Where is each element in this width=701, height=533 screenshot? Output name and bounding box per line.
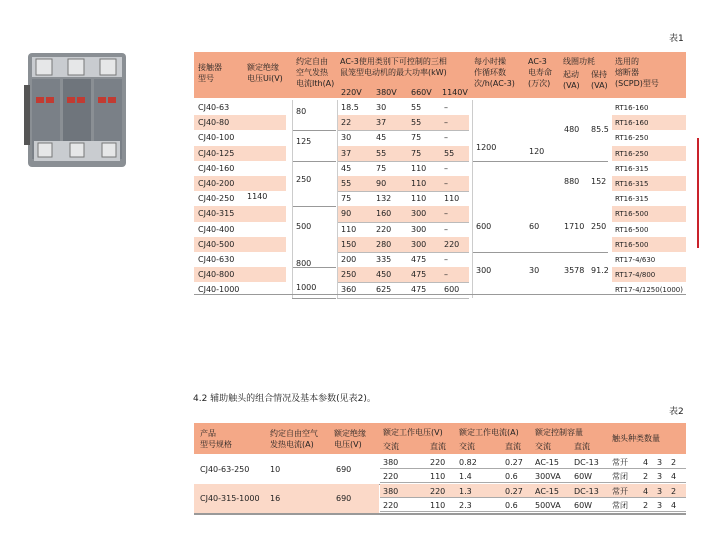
table2-tag: 表2 bbox=[669, 407, 684, 417]
t1-cell-fuse: RT17-4/1250(1000) bbox=[615, 286, 683, 295]
t1-cell-p380: 160 bbox=[376, 209, 392, 219]
t2-header-current: 约定自由空气 发热电流(A) bbox=[270, 429, 318, 449]
t2-sub-v-ac: 交流 bbox=[383, 442, 399, 451]
t1-cell-p1140: – bbox=[444, 103, 448, 112]
t1-cell-p660: 55 bbox=[411, 118, 422, 128]
t2-cell-c-dc: 60W bbox=[574, 501, 593, 510]
t2-cell-count: 2 bbox=[671, 458, 677, 467]
t1-cell-model: CJ40-315 bbox=[198, 209, 235, 219]
t1-life-120: 120 bbox=[529, 147, 545, 156]
t2-cell-a-dc: 0.27 bbox=[505, 487, 523, 496]
t2-cell-kind: 常开 bbox=[612, 487, 628, 496]
t2-cell-c-ac: AC-15 bbox=[535, 458, 559, 467]
t2-cell-kind: 常闭 bbox=[612, 472, 628, 481]
t1-header-power-660: 660V bbox=[411, 88, 432, 97]
t2-cell-count: 4 bbox=[671, 501, 677, 510]
t2-cell-c-dc: DC-13 bbox=[574, 487, 599, 496]
t1-ops-300: 300 bbox=[476, 266, 492, 275]
t1-header-power-1140: 1140V bbox=[442, 88, 468, 97]
t1-cell-p1140: – bbox=[444, 179, 448, 188]
t2-cell-count: 4 bbox=[671, 472, 677, 481]
t2-cell-c-ac: AC-15 bbox=[535, 487, 559, 496]
t1-cell-p220: 22 bbox=[341, 118, 352, 128]
t2-header-work-a: 额定工作电流(A) bbox=[459, 428, 519, 437]
t1-current-800: 800 bbox=[296, 259, 312, 268]
t1-cell-model: CJ40-250 bbox=[198, 194, 235, 204]
t1-hold-91: 91.2 bbox=[591, 266, 609, 275]
t2-cell-kind: 常闭 bbox=[612, 501, 628, 510]
t1-cell-p660: 110 bbox=[411, 179, 427, 188]
t1-header-power-220: 220V bbox=[341, 88, 362, 97]
t1-cell-p380: 30 bbox=[376, 103, 387, 112]
t2-cell-v-dc: 110 bbox=[430, 472, 446, 481]
t1-life-60: 60 bbox=[529, 222, 540, 231]
t2-sub-a-ac: 交流 bbox=[459, 442, 475, 451]
t2-cell-v-ac: 220 bbox=[383, 501, 399, 510]
t2-cell-a-dc: 0.6 bbox=[505, 501, 518, 510]
t2-cell-a-ac: 2.3 bbox=[459, 501, 472, 510]
t1-cell-p1140: 55 bbox=[444, 148, 455, 158]
t1-cell-p220: 360 bbox=[341, 285, 357, 295]
t1-cell-model: CJ40-1000 bbox=[198, 285, 240, 295]
t1-cell-p220: 37 bbox=[341, 148, 352, 158]
t1-cell-p380: 37 bbox=[376, 118, 387, 128]
t2-cell-count: 2 bbox=[643, 472, 649, 481]
t1-cell-p220: 110 bbox=[341, 224, 357, 234]
t1-header-voltage: 额定绝缘 电压Ui(V) bbox=[247, 63, 283, 83]
t2-cell-count: 4 bbox=[643, 487, 649, 496]
t1-header-coil: 线圈功耗 bbox=[563, 57, 595, 66]
t1-ops-rule bbox=[472, 161, 608, 162]
t1-cell-p660: 300 bbox=[411, 209, 427, 219]
t1-cell-fuse: RT17-4/800 bbox=[615, 271, 656, 280]
t1-cell-p1140: – bbox=[444, 118, 448, 128]
t1-row-rule bbox=[337, 191, 469, 192]
t2-cell-count: 2 bbox=[643, 501, 649, 510]
t1-group-rule bbox=[292, 161, 336, 162]
t1-cell-p380: 45 bbox=[376, 133, 387, 143]
t1-cell-p1140: – bbox=[444, 255, 448, 264]
t1-cell-fuse: RT16-160 bbox=[615, 104, 649, 112]
t2-cell-count: 2 bbox=[671, 487, 677, 496]
t1-cell-p660: 75 bbox=[411, 133, 422, 143]
t1-cell-p380: 335 bbox=[376, 255, 392, 264]
t1-start-3578: 3578 bbox=[564, 266, 585, 275]
t1-cell-model: CJ40-400 bbox=[198, 224, 235, 234]
t1-group-rule bbox=[292, 130, 336, 131]
t1-cell-fuse: RT16-500 bbox=[615, 210, 649, 219]
t1-cell-p1140: 110 bbox=[444, 194, 460, 204]
t1-hold-85: 85.5 bbox=[591, 125, 609, 134]
t1-cell-model: CJ40-800 bbox=[198, 270, 235, 280]
t1-row-rule bbox=[337, 282, 469, 283]
t2-sub-c-ac: 交流 bbox=[535, 442, 551, 451]
table1-tag: 表1 bbox=[669, 34, 684, 44]
t1-bottom-rule bbox=[194, 294, 686, 295]
t1-cell-p1140: – bbox=[444, 209, 448, 219]
t1-cell-p380: 55 bbox=[376, 148, 387, 158]
t2-cell-a-ac: 1.4 bbox=[459, 472, 472, 481]
t1-cell-p220: 250 bbox=[341, 270, 357, 280]
t1-row-rule bbox=[337, 298, 469, 299]
t1-cell-p660: 110 bbox=[411, 194, 427, 204]
t1-cell-p220: 30 bbox=[341, 133, 352, 143]
t1-cell-p380: 90 bbox=[376, 179, 387, 188]
t1-hold-250: 250 bbox=[591, 222, 607, 231]
t1-row-shade bbox=[337, 176, 469, 191]
t1-cell-fuse: RT16-500 bbox=[615, 225, 649, 234]
t2-cell-v-dc: 110 bbox=[430, 501, 446, 510]
t1-header-life: AC-3 电寿命 (万次) bbox=[528, 57, 552, 88]
t2-sub-a-dc: 直流 bbox=[505, 442, 521, 451]
t1-cell-p220: 150 bbox=[341, 239, 357, 249]
t2-sub-v-dc: 直流 bbox=[430, 442, 446, 451]
t1-cell-model: CJ40-63 bbox=[198, 103, 230, 112]
t2-cell-count: 3 bbox=[657, 472, 663, 481]
t1-cell-p220: 55 bbox=[341, 179, 352, 188]
t2-sub-c-dc: 直流 bbox=[574, 442, 590, 451]
contactor-product-photo bbox=[22, 45, 132, 175]
t2-line-rule bbox=[380, 482, 686, 483]
t2-bottom-rule bbox=[194, 514, 686, 515]
t1-cell-p1140: 600 bbox=[444, 285, 460, 295]
t1-cell-p660: 75 bbox=[411, 148, 422, 158]
t1-cell-fuse: RT17-4/630 bbox=[615, 256, 656, 264]
t1-cell-p1140: 220 bbox=[444, 239, 460, 249]
t1-row-shade bbox=[337, 115, 469, 130]
t2-cell-product: CJ40-63-250 bbox=[200, 465, 250, 474]
t1-cell-fuse: RT16-315 bbox=[615, 180, 649, 188]
t2-header-contacts: 触头种类数量 bbox=[612, 434, 660, 443]
t1-cell-p660: 300 bbox=[411, 239, 427, 249]
t1-cell-fuse: RT16-500 bbox=[615, 240, 649, 249]
t1-ops-rule bbox=[472, 252, 608, 253]
t1-cell-fuse: RT16-160 bbox=[615, 119, 649, 128]
t1-group-rule bbox=[292, 298, 336, 299]
t1-cell-p660: 475 bbox=[411, 255, 427, 264]
t1-start-880: 880 bbox=[564, 177, 580, 186]
t2-cell-v-ac: 380 bbox=[383, 458, 399, 467]
t1-cell-p380: 450 bbox=[376, 270, 392, 280]
t1-cell-p380: 625 bbox=[376, 285, 392, 295]
t1-cell-fuse: RT16-315 bbox=[615, 195, 649, 204]
t1-voltage-value: 1140 bbox=[247, 192, 268, 201]
t1-cell-p380: 132 bbox=[376, 194, 392, 204]
t1-cell-p1140: – bbox=[444, 224, 448, 234]
t1-header-power: AC-3使用类别下可控制的三相 鼠笼型电动机的最大功率(kW) bbox=[340, 57, 447, 77]
t2-cell-a-dc: 0.27 bbox=[505, 458, 523, 467]
t2-cell-count: 3 bbox=[657, 458, 663, 467]
t2-cell-a-ac: 1.3 bbox=[459, 487, 472, 496]
t2-cell-v-dc: 220 bbox=[430, 487, 446, 496]
t1-cell-p1140: – bbox=[444, 133, 448, 143]
t2-cell-v-dc: 220 bbox=[430, 458, 446, 467]
t1-cell-p1140: – bbox=[444, 270, 448, 280]
t1-current-250: 250 bbox=[296, 175, 312, 184]
t1-row-rule bbox=[337, 222, 469, 223]
t1-start-480: 480 bbox=[564, 125, 580, 134]
t1-row-shade bbox=[337, 267, 469, 282]
t1-col-rule bbox=[337, 100, 338, 298]
t1-row-rule bbox=[337, 252, 469, 253]
t2-line-shade bbox=[380, 484, 686, 498]
t1-cell-p220: 200 bbox=[341, 255, 357, 264]
t1-cell-p660: 475 bbox=[411, 285, 427, 295]
t1-cell-model: CJ40-80 bbox=[198, 118, 230, 128]
t2-cell-current: 10 bbox=[270, 465, 281, 474]
t1-header-current: 约定自由 空气发热 电流Ith(A) bbox=[296, 57, 335, 88]
t2-cell-product: CJ40-315-1000 bbox=[200, 494, 260, 503]
t1-cell-p220: 75 bbox=[341, 194, 352, 204]
t1-current-1000: 1000 bbox=[296, 283, 317, 292]
t1-hold-152: 152 bbox=[591, 177, 607, 186]
t1-header-coil-hold: 保持 (VA) bbox=[591, 70, 608, 90]
t1-row-shade bbox=[337, 206, 469, 221]
t1-col-rule bbox=[292, 100, 293, 298]
t1-header-fuse: 选用的 熔断器 (SCPD)型号 bbox=[615, 57, 659, 88]
t1-start-1710: 1710 bbox=[564, 222, 585, 231]
t2-cell-a-dc: 0.6 bbox=[505, 472, 518, 481]
t2-header-product: 产品 型号规格 bbox=[200, 429, 232, 449]
t1-cell-model: CJ40-100 bbox=[198, 133, 235, 143]
t2-cell-c-ac: 300VA bbox=[535, 472, 561, 481]
t1-col-rule bbox=[472, 100, 473, 298]
t1-row-rule bbox=[337, 161, 469, 162]
t2-header-voltage: 额定绝缘 电压(V) bbox=[334, 429, 366, 449]
t2-cell-current: 16 bbox=[270, 494, 281, 503]
t1-cell-fuse: RT16-250 bbox=[615, 134, 649, 143]
t1-cell-model: CJ40-160 bbox=[198, 163, 235, 173]
t1-cell-model: CJ40-125 bbox=[198, 148, 235, 158]
t2-line-rule bbox=[380, 511, 686, 512]
t1-cell-p660: 55 bbox=[411, 103, 422, 112]
t2-cell-count: 3 bbox=[657, 487, 663, 496]
t1-current-125: 125 bbox=[296, 137, 312, 146]
t1-cell-fuse: RT16-250 bbox=[615, 149, 649, 158]
t1-cell-p660: 300 bbox=[411, 224, 427, 234]
t1-cell-p220: 45 bbox=[341, 163, 352, 173]
t1-cell-p660: 110 bbox=[411, 163, 427, 173]
t1-cell-p380: 75 bbox=[376, 163, 387, 173]
t2-cell-count: 4 bbox=[643, 458, 649, 467]
t2-line-rule bbox=[380, 497, 686, 498]
t2-cell-v-ac: 220 bbox=[383, 472, 399, 481]
t1-cell-model: CJ40-630 bbox=[198, 255, 235, 264]
t2-header-work-v: 额定工作电压(V) bbox=[383, 428, 443, 437]
t1-life-30: 30 bbox=[529, 266, 540, 275]
t1-group-rule bbox=[292, 206, 336, 207]
t2-cell-kind: 常开 bbox=[612, 458, 628, 467]
t1-row-rule bbox=[337, 130, 469, 131]
t1-cell-fuse: RT16-315 bbox=[615, 164, 649, 173]
t1-cell-p380: 220 bbox=[376, 224, 392, 234]
t1-ops-1200: 1200 bbox=[476, 143, 497, 152]
t2-cell-c-ac: 500VA bbox=[535, 501, 561, 510]
section-title: 4.2 辅助触头的组合情况及基本参数(见表2)。 bbox=[193, 394, 376, 404]
t1-cell-p220: 90 bbox=[341, 209, 352, 219]
t2-cell-c-dc: DC-13 bbox=[574, 458, 599, 467]
t2-line-rule bbox=[380, 468, 686, 469]
t1-header-coil-start: 起动 (VA) bbox=[563, 70, 580, 90]
t1-header-ops: 每小时操 作循环数 次/h(AC-3) bbox=[474, 57, 515, 88]
t1-current-500: 500 bbox=[296, 222, 312, 231]
t1-cell-model: CJ40-200 bbox=[198, 179, 235, 188]
t1-ops-600: 600 bbox=[476, 222, 492, 231]
t2-cell-count: 3 bbox=[657, 501, 663, 510]
t1-cell-p220: 18.5 bbox=[341, 103, 359, 112]
t1-header-model: 接触器 型号 bbox=[198, 63, 222, 83]
t2-header-ctrl: 额定控制容量 bbox=[535, 428, 583, 437]
page-edge-marker bbox=[697, 138, 699, 248]
t2-cell-voltage: 690 bbox=[336, 465, 352, 474]
t2-cell-v-ac: 380 bbox=[383, 487, 399, 496]
t2-cell-c-dc: 60W bbox=[574, 472, 593, 481]
t2-cell-voltage: 690 bbox=[336, 494, 352, 503]
t1-cell-p1140: – bbox=[444, 163, 448, 173]
t1-cell-p660: 475 bbox=[411, 270, 427, 280]
t1-current-80: 80 bbox=[296, 107, 307, 116]
t1-cell-p380: 280 bbox=[376, 239, 392, 249]
t1-header-power-380: 380V bbox=[376, 88, 397, 97]
t2-cell-a-ac: 0.82 bbox=[459, 458, 477, 467]
t1-cell-model: CJ40-500 bbox=[198, 239, 235, 249]
